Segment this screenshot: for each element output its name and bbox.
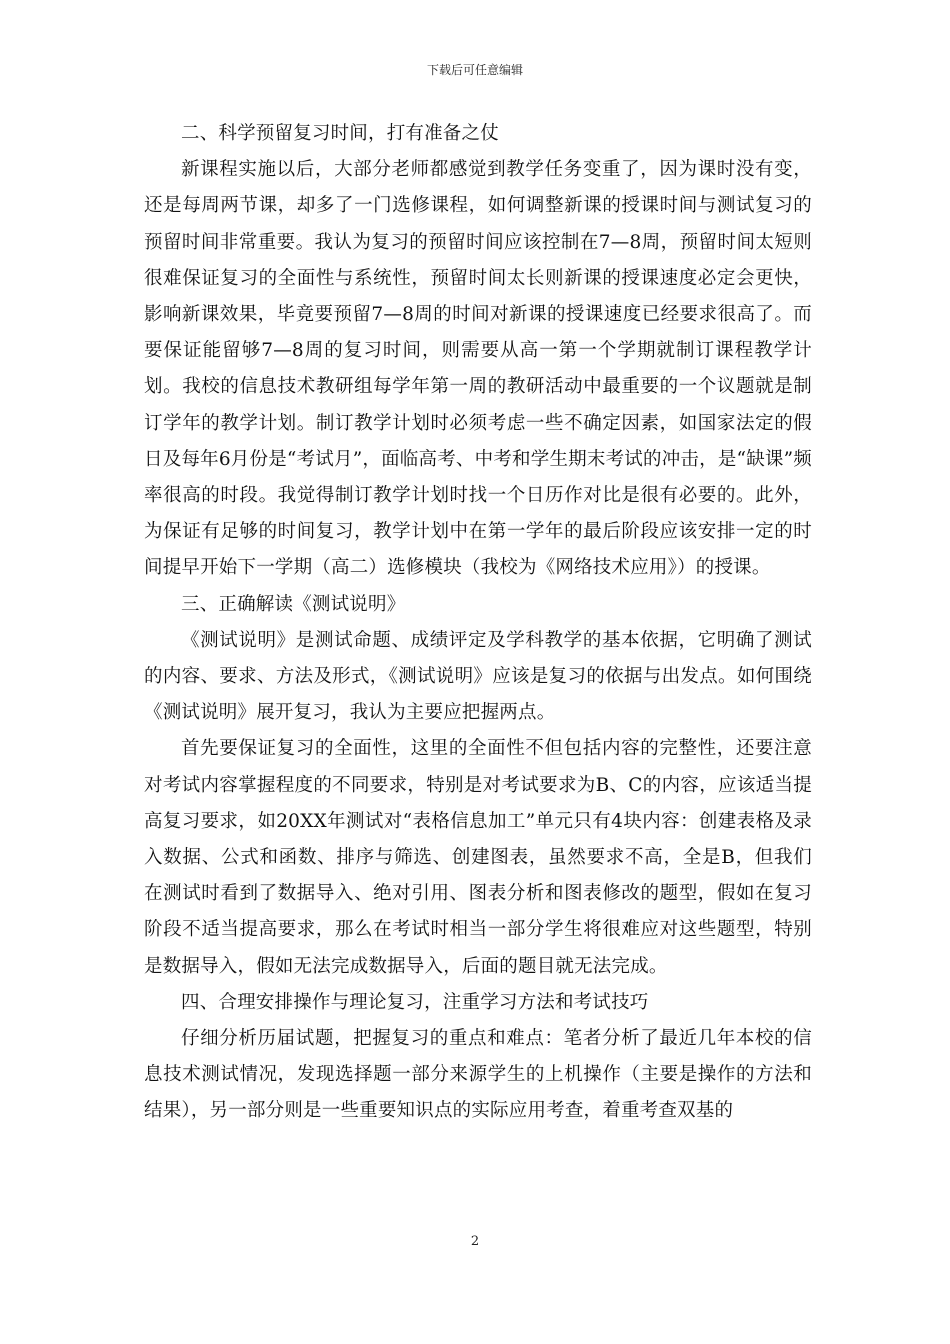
page-number: 2 xyxy=(470,1234,480,1249)
body-paragraph: 首先要保证复习的全面性，这里的全面性不但包括内容的完整性，还要注意对考试内容掌握程度的不同要求，特别是对考试要求为B、C的内容，应该适当提高复习要求，如20XX年测试对“表格信息加工”单元只有4块内容：创建表格及录入数据、公式和函数、排序与筛选、创建图表，虽然要求不高，全是B，但我们在测试时看到了数据导入、绝对引用、图表分析和图表修改的题型，假如在复习阶段不适当提高要求，那么在考试时相当一部分学生将很难应对这些题型，特别是数据导入，假如无法完成数据导入，后面的题目就无法完成。 xyxy=(144,738,812,977)
body-paragraph: 新课程实施以后，大部分老师都感觉到教学任务变重了，因为课时没有变，还是每周两节课，却多了一门选修课程，如何调整新课的授课时间与测试复习的预留时间非常重要。我认为复习的预留时间应该控制在7—8周，预留时间太短则很难保证复习的全面性与系统性，预留时间太长则新课的授课速度必定会更快，影响新课效果，毕竟要预留7—8周的时间对新课的授课速度已经要求很高了。而要保证能留够7—8周的复习时间，则需要从高一第一个学期就制订课程教学计划。我校的信息技术教研组每学年第一周的教研活动中最重要的一个议题就是制订学年的教学计划。制订教学计划时必须考虑一些不确定因素，如国家法定的假日及每年6月份是“考试月”，面临高考、中考和学生期末考试的冲击，是“缺课”频率很高的时段。我觉得制订教学计划时找一个日历作对比是很有必要的。此外，为保证有足够的时间复习，教学计划中在第一学年的最后阶段应该安排一定的时间提早开始下一学期（高二）选修模块（我校为《网络技术应用》）的授课。 xyxy=(144,159,812,579)
section-heading-4: 四、合理安排操作与理论复习，注重学习方法和考试技巧 xyxy=(181,991,649,1013)
section-heading-3: 三、正确解读《测试说明》 xyxy=(181,593,406,615)
body-paragraph: 仔细分析历届试题，把握复习的重点和难点：笔者分析了最近几年本校的信息技术测试情况，发现选择题一部分来源学生的上机操作（主要是操作的方法和结果），另一部分则是一些重要知识点的实际应用考查，着重考查双基的 xyxy=(144,1028,812,1122)
document-body xyxy=(144,116,812,1130)
section-heading-2: 二、科学预留复习时间，打有准备之仗 xyxy=(181,123,499,144)
body-paragraph: 《测试说明》是测试命题、成绩评定及学科教学的基本依据，它明确了测试的内容、要求、方法及形式，《测试说明》应该是复习的依据与出发点。如何围绕《测试说明》展开复习，我认为主要应把握两点。 xyxy=(144,629,812,724)
page-header: 下载后可任意编辑 xyxy=(426,63,523,77)
